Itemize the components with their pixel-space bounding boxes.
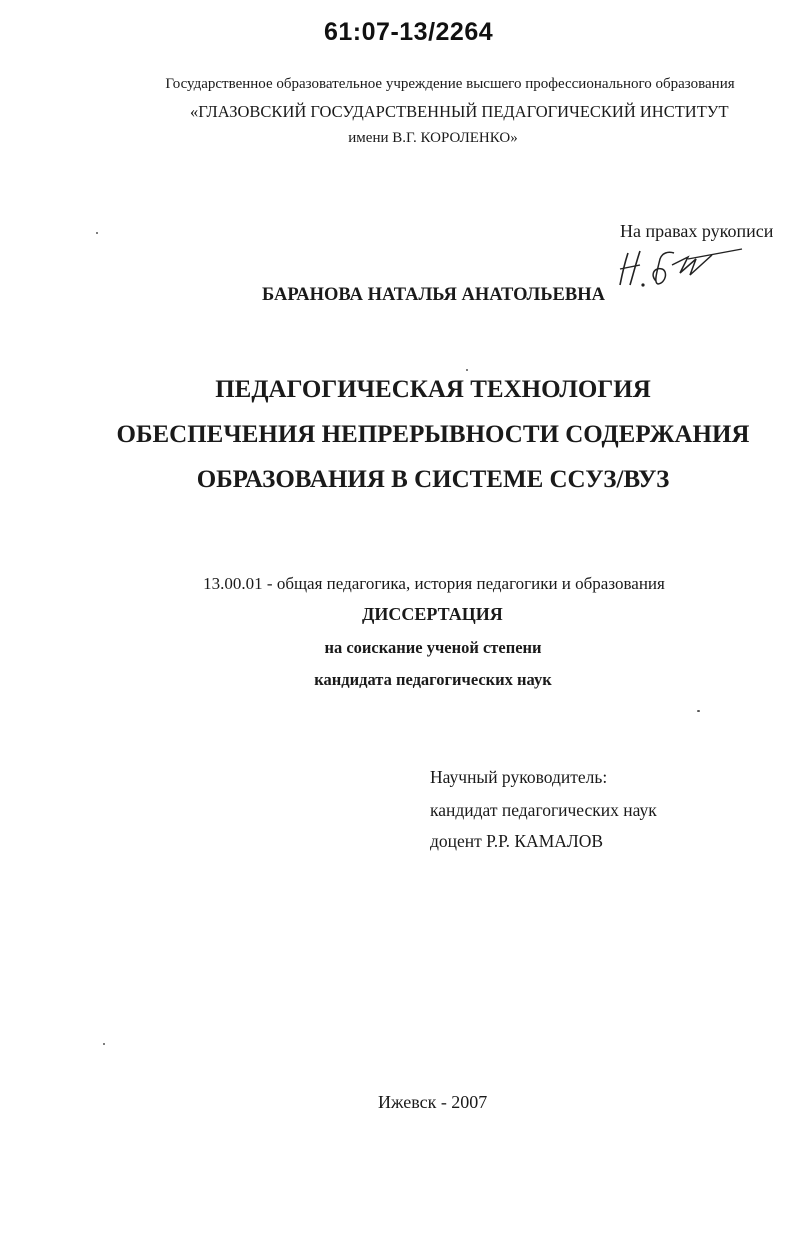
archive-stamp-code: 61:07-13/2264	[324, 18, 494, 46]
scan-speck	[103, 1043, 105, 1045]
scan-speck	[466, 369, 468, 371]
work-type: ДИССЕРТАЦИЯ	[362, 604, 503, 624]
supervisor-name: доцент Р.Р. КАМАЛОВ	[430, 831, 604, 851]
degree-line-2: кандидата педагогических наук	[314, 670, 552, 689]
title-line-2: ОБЕСПЕЧЕНИЯ НЕПРЕРЫВНОСТИ СОДЕРЖАНИЯ	[116, 421, 750, 448]
handwritten-signature-icon	[616, 245, 746, 290]
degree-line-1: на соискание ученой степени	[324, 638, 542, 657]
supervisor-degree: кандидат педагогических наук	[430, 800, 657, 820]
institution-line-2: «ГЛАЗОВСКИЙ ГОСУДАРСТВЕННЫЙ ПЕДАГОГИЧЕСКИЙ ИНСТИТУТ	[190, 102, 729, 121]
institution-line-1: Государственное образовательное учреждение высшего профессионального образования	[165, 76, 735, 92]
scan-speck	[96, 232, 98, 234]
place-and-year: Ижевск - 2007	[378, 1092, 488, 1112]
rights-notice: На правах рукописи	[620, 221, 774, 241]
supervisor-label: Научный руководитель:	[430, 767, 608, 787]
institution-line-3: имени В.Г. КОРОЛЕНКО»	[348, 130, 518, 146]
specialty-code: 13.00.01 - общая педагогика, история педагогики и образования	[203, 574, 665, 593]
scan-speck	[697, 710, 700, 712]
title-line-3: ОБРАЗОВАНИЯ В СИСТЕМЕ ССУЗ/ВУЗ	[196, 466, 670, 493]
author-name: БАРАНОВА НАТАЛЬЯ АНАТОЛЬЕВНА	[262, 285, 605, 305]
title-line-1: ПЕДАГОГИЧЕСКАЯ ТЕХНОЛОГИЯ	[215, 376, 651, 403]
